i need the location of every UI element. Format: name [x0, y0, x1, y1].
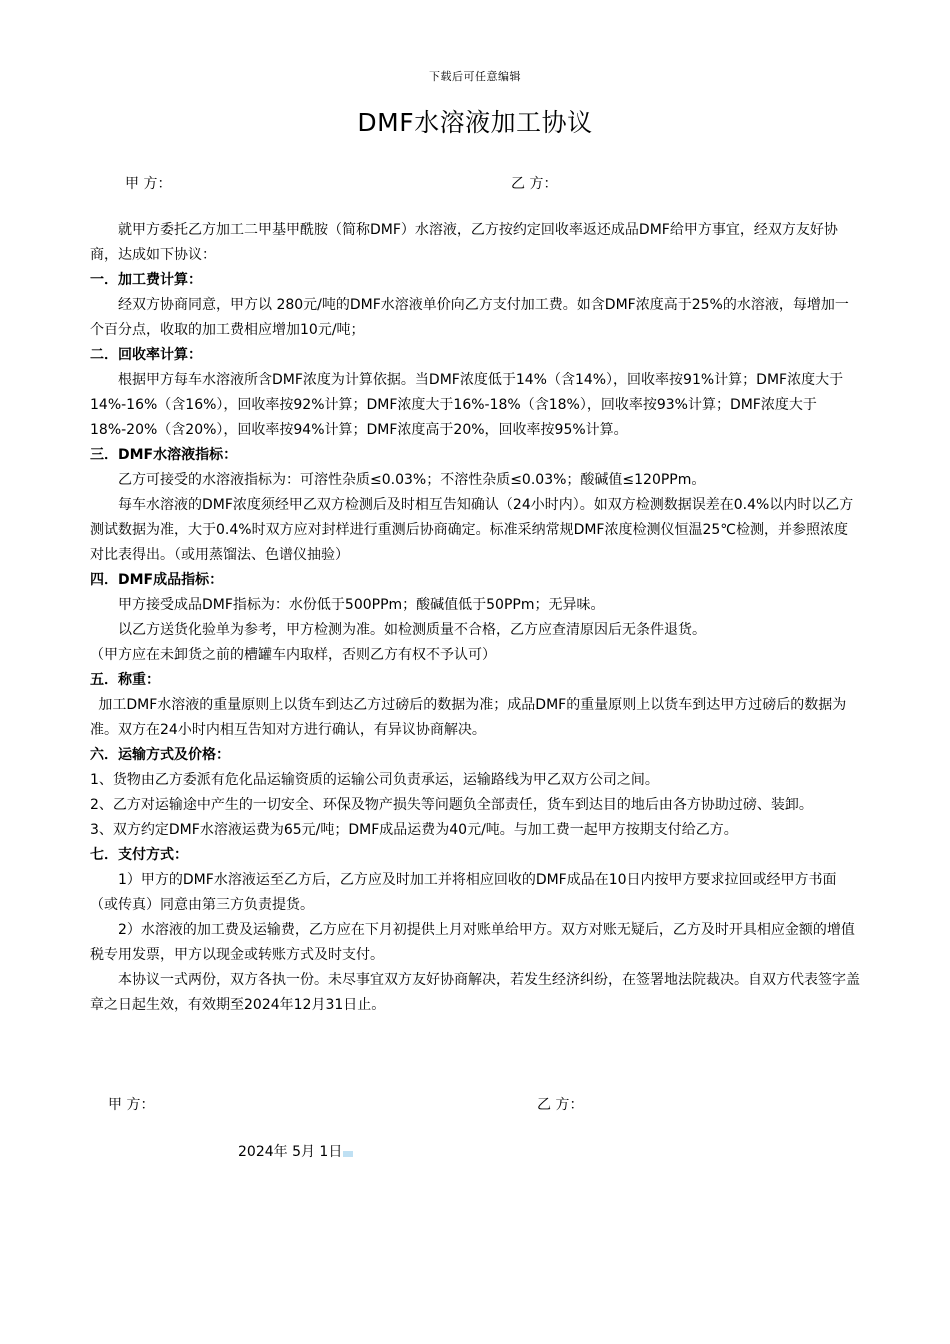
section-3-heading: 三．DMF水溶液指标：	[90, 447, 238, 463]
section-2-heading: 二．回收率计算：	[90, 347, 202, 363]
section-4-heading: 四．DMF成品指标：	[90, 572, 224, 588]
section-6-item-1: 1、货物由乙方委派有危化品运输资质的运输公司负责承运，运输路线为甲乙双方公司之间。	[90, 772, 659, 788]
section-3-text-1: 乙方可接受的水溶液指标为：可溶性杂质≤0.03%；不溶性杂质≤0.03%；酸碱值≤120PPm。	[118, 472, 706, 488]
party-b-label-bottom: 乙 方：	[537, 1097, 584, 1113]
section-1-text: 经双方协商同意，甲方以 280元/吨的DMF水溶液单价向乙方支付加工费。如含DMF浓度高于25%的水溶液，每增加一个百分点，收取的加工费相应增加10元/吨；	[90, 297, 849, 338]
agreement-body	[90, 218, 860, 1018]
section-1-heading: 一．加工费计算：	[90, 272, 202, 288]
section-7-text-1: 1）甲方的DMF水溶液运至乙方后，乙方应及时加工并将相应回收的DMF成品在10日内按甲方要求拉回或经甲方书面（或传真）同意由第三方负责提货。	[90, 872, 837, 913]
document-title: DMF水溶液加工协议	[357, 108, 593, 137]
section-4-text-2: 以乙方送货化验单为参考，甲方检测为准。如检测质量不合格，乙方应查清原因后无条件退货。	[118, 622, 706, 638]
section-5-heading: 五．称重：	[90, 672, 160, 688]
intro-paragraph: 就甲方委托乙方加工二甲基甲酰胺（简称DMF）水溶液，乙方按约定回收率返还成品DMF给甲方事宜，经双方友好协商，达成如下协议：	[90, 222, 838, 263]
section-7-heading: 七．支付方式：	[90, 847, 188, 863]
section-6-heading: 六．运输方式及价格：	[90, 747, 230, 763]
signing-date	[238, 1141, 353, 1161]
closing-paragraph: 本协议一式两份，双方各执一份。未尽事宜双方友好协商解决，若发生经济纠纷，在签署地法院裁决。自双方代表签字盖章之日起生效，有效期至2024年12月31日止。	[90, 972, 860, 1013]
party-a-label-top: 甲 方：	[125, 176, 172, 192]
section-3-text-2: 每车水溶液的DMF浓度须经甲乙双方检测后及时相互告知确认（24小时内）。如双方检测数据误差在0.4%以内时以乙方测试数据为准，大于0.4%时双方应对封样进行重测后协商确定。标准采纳常规DMF浓度检测仪恒温25℃检测，并参照浓度对比表得出。（或用蒸馏法、色谱仪抽验）	[90, 497, 854, 563]
signing-date-text: 2024年 5月 1日	[238, 1144, 343, 1160]
party-b-label-top: 乙 方：	[511, 176, 558, 192]
section-4-text-1: 甲方接受成品DMF指标为：水份低于500PPm；酸碱值低于50PPm；无异味。	[118, 597, 605, 613]
header-note: 下载后可任意编辑	[429, 70, 521, 83]
section-4-text-3: （甲方应在未卸货之前的槽罐车内取样，否则乙方有权不予认可）	[90, 647, 496, 663]
party-a-label-bottom: 甲 方：	[108, 1097, 155, 1113]
cursor-marker	[343, 1151, 353, 1157]
section-6-item-2: 2、乙方对运输途中产生的一切安全、环保及物产损失等问题负全部责任，货车到达目的地后由各方协助过磅、装卸。	[90, 797, 813, 813]
section-5-text: 加工DMF水溶液的重量原则上以货车到达乙方过磅后的数据为准；成品DMF的重量原则上以货车到达甲方过磅后的数据为准。双方在24小时内相互告知对方进行确认，有异议协商解决。	[90, 697, 847, 738]
section-7-text-2: 2）水溶液的加工费及运输费，乙方应在下月初提供上月对账单给甲方。双方对账无疑后，乙方及时开具相应金额的增值税专用发票，甲方以现金或转账方式及时支付。	[90, 922, 855, 963]
section-6-item-3: 3、双方约定DMF水溶液运费为65元/吨；DMF成品运费为40元/吨。与加工费一起甲方按期支付给乙方。	[90, 822, 738, 838]
section-2-text: 根据甲方每车水溶液所含DMF浓度为计算依据。当DMF浓度低于14%（含14%），回收率按91%计算；DMF浓度大于14%-16%（含16%），回收率按92%计算；DMF浓度大于16%-18%（含18%），回收率按93%计算；DMF浓度大于18%-20%（含20%），回收率按94%计算；DMF浓度高于20%，回收率按95%计算。	[90, 372, 844, 438]
